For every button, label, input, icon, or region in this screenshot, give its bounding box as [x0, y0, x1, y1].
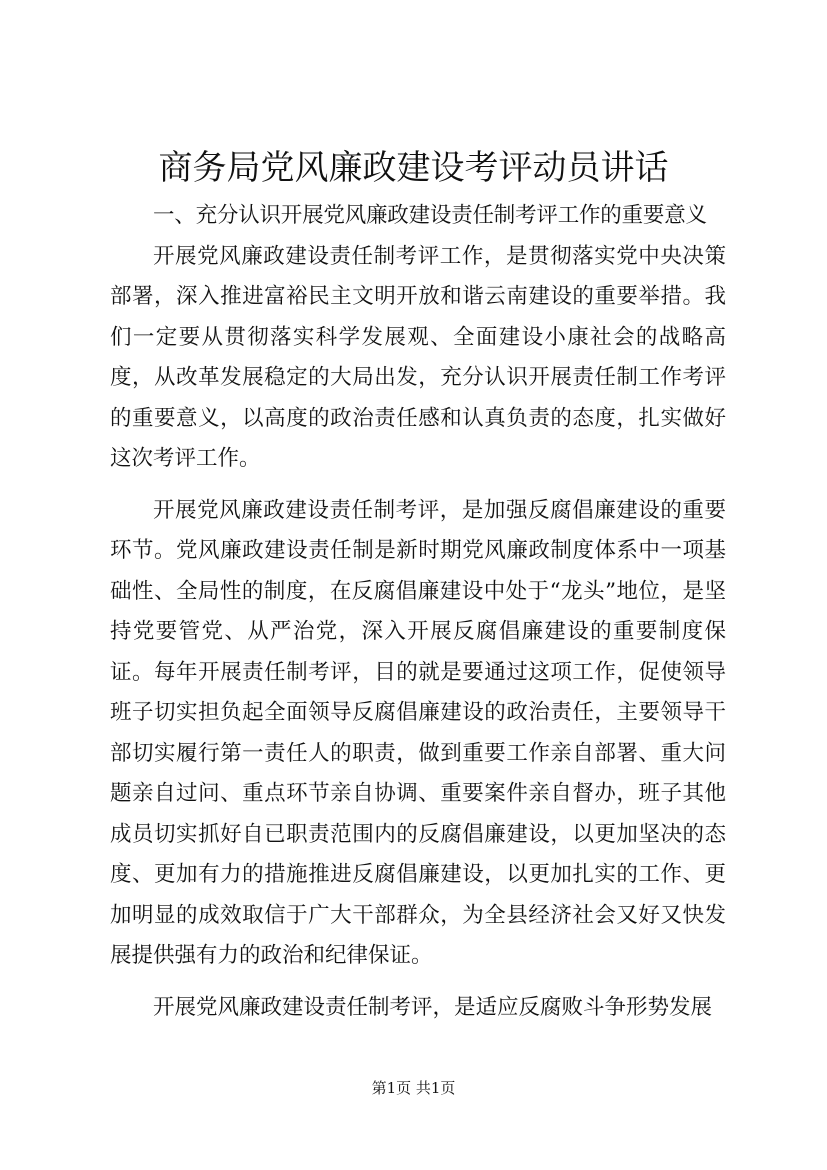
paragraph: 开展党风廉政建设责任制考评，是加强反腐倡廉建设的重要环节。党风廉政建设责任制是新时期党风廉政制度体系中一项基础性、全局性的制度，在反腐倡廉建设中处于“龙头”地位，是坚持党要管党、从严治党，深入开展反腐倡廉建设的重要制度保证。每年开展责任制考评，目的就是要通过这项工作，促使领导班子切实担负起全面领导反腐倡廉建设的政治责任，主要领导干部切实履行第一责任人的职责，做到重要工作亲自部署、重大问题亲自过问、重点环节亲自协调、重要案件亲自督办，班子其他成员切实抓好自已职责范围内的反腐倡廉建设，以更加坚决的态度、更加有力的措施推进反腐倡廉建设，以更加扎实的工作、更加明显的成效取信于广大干部群众，为全县经济社会又好又快发展提供强有力的政治和纪律保证。 [110, 497, 726, 968]
document-title: 商务局党风廉政建设考评动员讲话 [158, 148, 669, 188]
paragraph: 开展党风廉政建设责任制考评，是适应反腐败斗争形势发展 [153, 994, 713, 1020]
document-body [110, 196, 726, 1039]
paragraph: 开展党风廉政建设责任制考评工作，是贯彻落实党中央决策部署，深入推进富裕民主文明开放和谐云南建设的重要举措。我们一定要从贯彻落实科学发展观、全面建设小康社会的战略高度，从改革发展稳定的大局出发，充分认识开展责任制工作考评的重要意义，以高度的政治责任感和认真负责的态度，扎实做好这次考评工作。 [110, 243, 726, 471]
section-heading: 一、充分认识开展党风廉政建设责任制考评工作的重要意义 [153, 203, 707, 228]
page-number-footer: 第1页 共1页 [371, 1079, 456, 1097]
